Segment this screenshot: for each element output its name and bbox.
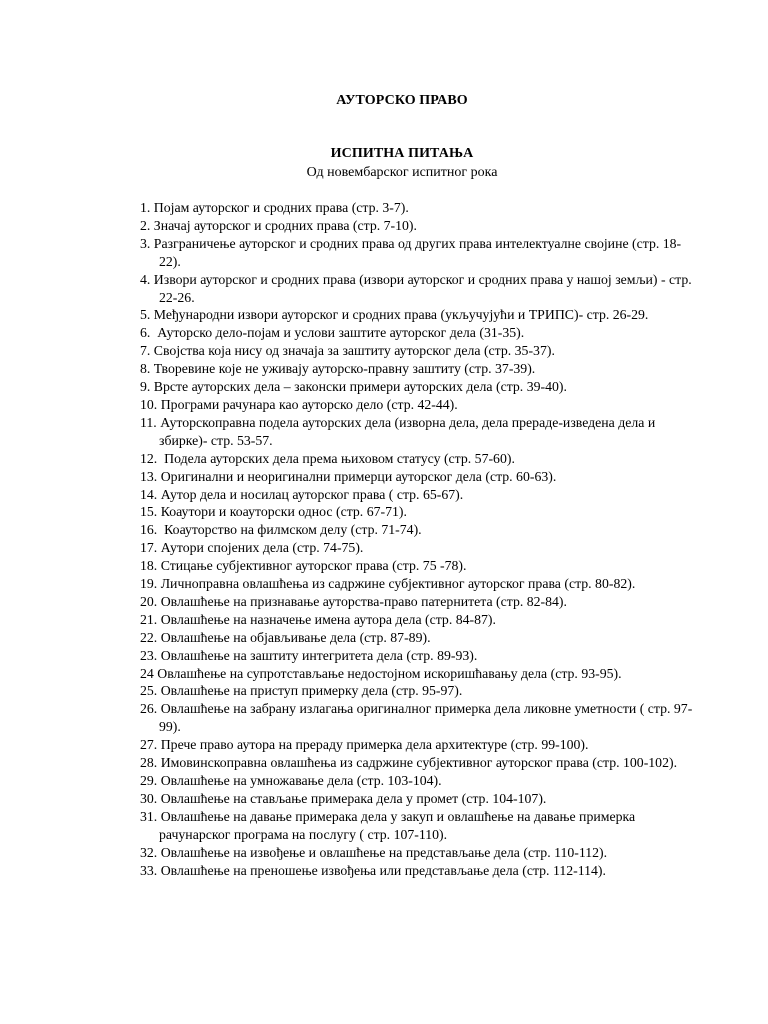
question-text: Овлашћење на супротстављање недостојном искоришћавању дела (стр. 93-95). — [157, 665, 622, 681]
question-text: Подела ауторских дела према њиховом статусу (стр. 57-60). — [164, 450, 515, 466]
question-item — [140, 862, 700, 880]
question-item — [140, 682, 700, 700]
question-text: Овлашћење на давање примерака дела у закуп и овлашћење на давање примерка рачунарског програма на послугу ( стр. 107-110). — [159, 808, 636, 842]
exam-subtitle: Од новембарског испитног рока — [306, 165, 498, 180]
question-text: Међународни извори ауторског и сродних права (укључујући и ТРИПС)- стр. 26-29. — [153, 307, 649, 323]
question-item — [140, 611, 700, 629]
question-text: Имовинскоправна овлашћења из садржине субјективног ауторског права (стр. 100-102). — [160, 755, 678, 771]
question-item — [140, 396, 700, 414]
question-text: Овлашћење на преношење извођења или представљање дела (стр. 112-114). — [160, 862, 606, 878]
question-text: Овлашћење на стављање примерака дела у промет (стр. 104-107). — [160, 790, 547, 806]
question-text: Врсте ауторских дела – законски примери ауторских дела (стр. 39-40). — [153, 379, 567, 395]
question-number: 13. — [140, 468, 161, 484]
question-item — [140, 700, 700, 736]
question-item — [140, 271, 700, 307]
question-item — [140, 306, 700, 324]
question-item — [140, 665, 700, 683]
question-item — [140, 486, 700, 504]
question-item — [140, 539, 700, 557]
question-number: 29. — [140, 773, 161, 788]
question-item — [140, 772, 700, 790]
question-text: Коаутори и коауторски однос (стр. 67-71). — [160, 504, 407, 520]
question-number: 19. — [140, 576, 161, 592]
exam-questions-heading: ИСПИТНА ПИТАЊА — [330, 146, 474, 161]
question-number: 11. — [140, 414, 161, 430]
question-text: Коауторство на филмском делу (стр. 71-74). — [164, 522, 422, 538]
question-number: 31. — [140, 808, 161, 824]
question-text: Стицање субјективног ауторског права (стр. 75 -78). — [160, 558, 467, 574]
question-text: Оригинални и неоригинални примерци ауторског дела (стр. 60-63). — [160, 468, 557, 484]
question-number: 18. — [140, 558, 161, 574]
document-title: АУТОРСКО ПРАВО — [336, 93, 468, 108]
question-item — [140, 503, 700, 521]
question-item — [140, 342, 700, 360]
question-item — [140, 629, 700, 647]
question-text: Овлашћење на извођење и овлашћење на представљање дела (стр. 110-112). — [160, 844, 608, 860]
question-number: 20. — [140, 593, 161, 609]
question-number: 2. — [140, 217, 154, 233]
question-item — [140, 844, 700, 862]
question-text: Личноправна овлашћења из садржине субјективног ауторског права (стр. 80-82). — [160, 576, 636, 592]
question-text: Овлашћење на објављивање дела (стр. 87-89). — [160, 629, 431, 645]
question-number: 30. — [140, 790, 161, 806]
question-item — [140, 647, 700, 665]
question-item — [140, 360, 700, 378]
question-text: Аутори спојених дела (стр. 74-75). — [160, 540, 364, 556]
question-item — [140, 468, 700, 486]
question-item — [140, 217, 700, 235]
question-number: 21. — [140, 611, 161, 627]
question-item — [140, 593, 700, 611]
question-number: 17. — [140, 540, 161, 556]
question-text: Извори ауторског и сродних права (извори ауторског и сродних права у нашој земљи) - стр. 22-26. — [153, 271, 692, 305]
question-text: Овлашћење на назначење имена аутора дела (стр. 84-87). — [160, 611, 496, 627]
question-number: 25. — [140, 683, 161, 699]
question-item — [140, 235, 700, 271]
question-text: Својства која нису од значаја за заштиту ауторског дела (стр. 35-37). — [153, 343, 555, 359]
question-text: Значај ауторског и сродних права (стр. 7-10). — [153, 217, 417, 233]
question-number: 27. — [140, 737, 161, 753]
question-item — [140, 414, 700, 450]
question-number: 14. — [140, 486, 161, 502]
question-item — [140, 378, 700, 396]
question-number: 4. — [140, 271, 154, 287]
question-item — [140, 736, 700, 754]
question-text: Овлашћење на заштиту интегритета дела (стр. 89-93). — [160, 647, 478, 663]
question-number: 3. — [140, 235, 154, 251]
question-text: Ауторскоправна подела ауторских дела (изворна дела, дела прераде-изведена дела и збирке)- стр. 53-57. — [159, 414, 656, 448]
question-item — [140, 754, 700, 772]
question-number: 6. — [140, 325, 158, 341]
question-number: 23. — [140, 647, 161, 663]
question-item — [140, 450, 700, 468]
question-text: Овлашћење на умножавање дела (стр. 103-104). — [160, 773, 442, 788]
question-number: 26. — [140, 701, 161, 717]
question-number: 16. — [140, 522, 165, 538]
question-text: Прече право аутора на прераду примерка дела архитектуре (стр. 99-100). — [160, 737, 589, 753]
question-item — [140, 324, 700, 342]
question-number: 22. — [140, 629, 161, 645]
question-text: Појам ауторског и сродних права (стр. 3-7). — [153, 200, 409, 215]
question-item — [140, 521, 700, 539]
question-number: 12. — [140, 450, 165, 466]
question-text: Програми рачунара као ауторско дело (стр. 42-44). — [160, 396, 458, 412]
question-text: Творевине које не уживају ауторско-правну заштиту (стр. 37-39). — [153, 361, 536, 377]
question-number: 33. — [140, 862, 161, 878]
question-number: 9. — [140, 379, 154, 395]
question-text: Овлашћење на приступ примерку дела (стр. 95-97). — [160, 683, 463, 699]
question-number: 28. — [140, 755, 161, 771]
question-text: Разграничење ауторског и сродних права од других права интелектуалне својине (стр. 18-22). — [153, 235, 682, 269]
question-number: 5. — [140, 307, 154, 323]
question-list — [140, 199, 700, 879]
question-number: 32. — [140, 844, 161, 860]
question-item — [140, 575, 700, 593]
question-number: 15. — [140, 504, 161, 520]
question-text: Ауторско дело-појам и услови заштите ауторског дела (31-35). — [157, 325, 525, 341]
question-text: Аутор дела и носилац ауторског права ( стр. 65-67). — [160, 486, 464, 502]
question-number: 8. — [140, 361, 154, 377]
question-number: 1. — [140, 200, 154, 215]
question-item — [140, 790, 700, 808]
question-text: Овлашћење на признавање ауторства-право патернитета (стр. 82-84). — [160, 593, 567, 609]
question-number: 24 — [140, 665, 158, 681]
question-item — [140, 199, 700, 217]
question-number: 7. — [140, 343, 154, 359]
question-number: 10. — [140, 396, 161, 412]
question-item — [140, 808, 700, 844]
question-item — [140, 557, 700, 575]
question-text: Овлашћење на забрану излагања оригиналног примерка дела ликовне уметности ( стр. 97-99). — [159, 701, 693, 735]
